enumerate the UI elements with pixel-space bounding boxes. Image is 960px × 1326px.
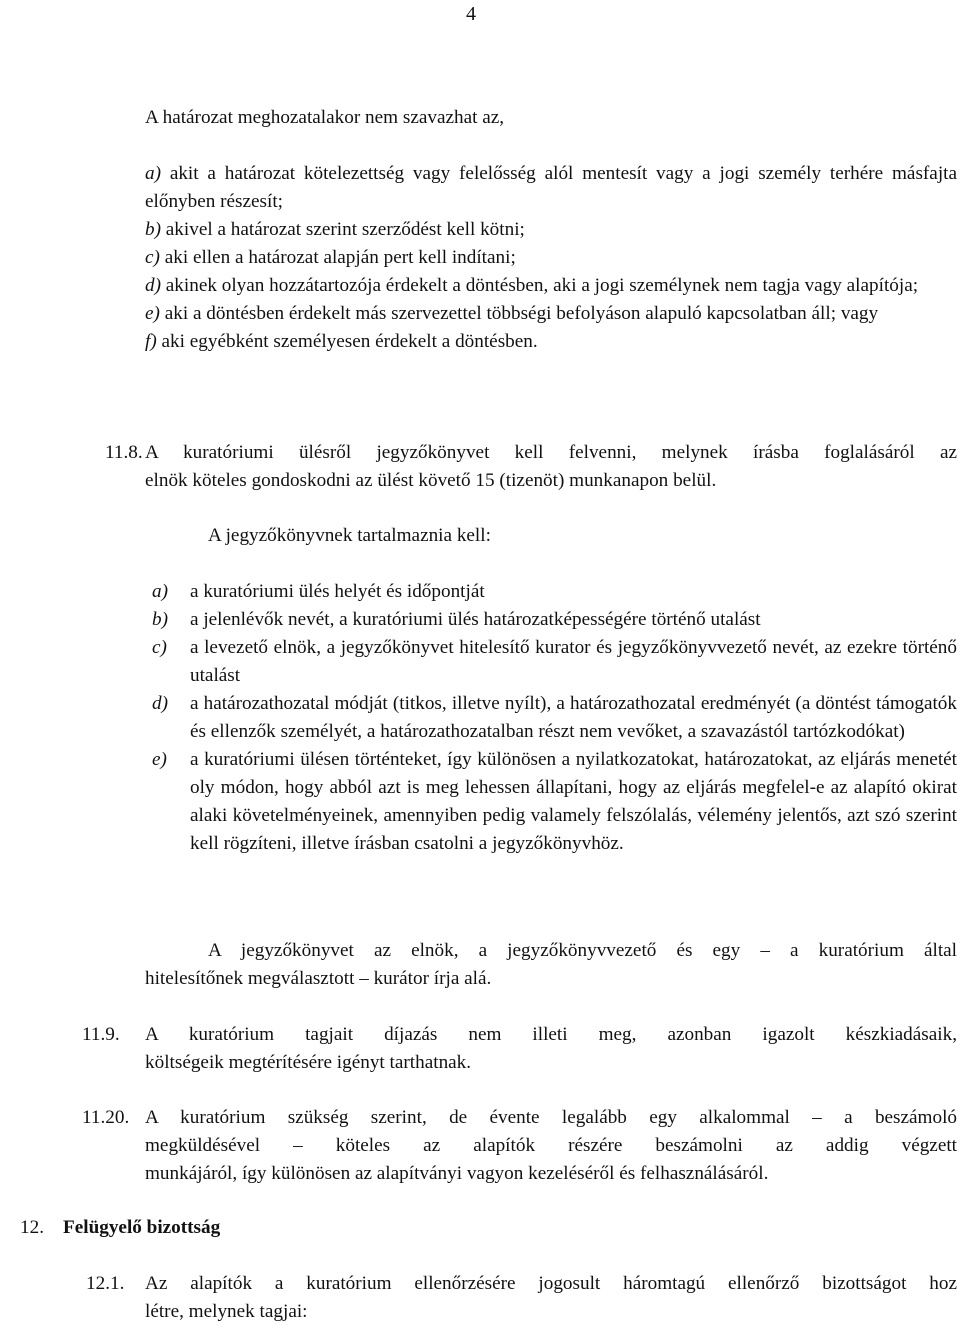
- section-11-9-number: 11.9.: [82, 1024, 120, 1045]
- exclusion-item-c: c) aki ellen a határozat alapján pert kell indítani;: [145, 247, 516, 268]
- section-11-20-line-3: munkájáról, így különösen az alapítványi vagyon kezeléséről és felhasználásáról.: [145, 1163, 769, 1184]
- minutes-item-b: b) a jelenlévők nevét, a kuratóriumi ülés határozatképességére történő utalást: [152, 609, 761, 630]
- section-12-number: 12.: [20, 1217, 44, 1238]
- section-12-title: Felügyelő bizottság: [63, 1217, 221, 1238]
- section-12-1-line-2: létre, melynek tagjai:: [145, 1301, 308, 1322]
- minutes-item-c: c) a levezető elnök, a jegyzőkönyvet hitelesítő kurator és jegyzőkönyvvezető nevét, az ezekre történő utalást: [152, 637, 957, 686]
- section-11-9-line-2: költségeik megtérítésére igényt tarthatnak.: [145, 1052, 472, 1073]
- section-11-8-line-1: A kuratóriumi ülésről jegyzőkönyvet kell felvenni, melynek írásba foglalásáról az: [145, 442, 957, 463]
- exclusion-item-b: b) akivel a határozat szerint szerződést kell kötni;: [145, 219, 525, 240]
- signature-line-2: hitelesítőnek megválasztott – kurátor írja alá.: [145, 968, 492, 989]
- exclusion-item-e: e) aki a döntésben érdekelt más szervezettel többségi befolyáson alapuló kapcsolatban áll; vagy: [145, 303, 879, 324]
- exclusion-item-f: f) aki egyébként személyesen érdekelt a döntésben.: [145, 331, 538, 352]
- section-12-1-line-1: Az alapítók a kuratórium ellenőrzésére jogosult háromtagú ellenőrző bizottságot hoz: [145, 1273, 957, 1294]
- minutes-item-a: a) a kuratóriumi ülés helyét és időpontját: [152, 581, 485, 602]
- minutes-intro: A jegyzőkönyvnek tartalmaznia kell:: [208, 525, 491, 546]
- intro-text: A határozat meghozatalakor nem szavazhat az,: [145, 107, 505, 128]
- section-11-20-line-1: A kuratórium szükség szerint, de évente legalább egy alkalommal – a beszámoló: [145, 1107, 957, 1128]
- minutes-item-d: d) a határozathozatal módját (titkos, illetve nyílt), a határozathozatal eredményét (a döntést támogatók és ellenzők személyét, a határozathozatalban részt nem vevőket, a szavazástól tartózkodókat): [152, 693, 957, 742]
- section-11-8-number: 11.8.: [105, 442, 143, 463]
- exclusion-item-a: a) akit a határozat kötelezettség vagy felelősség alól mentesít vagy a jogi személy terhére másfajta előnyben részesít;: [145, 163, 957, 212]
- section-11-20-number: 11.20.: [82, 1107, 130, 1128]
- exclusion-list: [145, 160, 957, 356]
- section-11-8-line-2: elnök köteles gondoskodni az ülést követő 15 (tizenöt) munkanapon belül.: [145, 470, 717, 491]
- page-number: 4: [466, 3, 476, 25]
- section-11-9-line-1: A kuratórium tagjait díjazás nem illeti meg, azonban igazolt készkiadásaik,: [145, 1024, 957, 1045]
- signature-line-1: A jegyzőkönyvet az elnök, a jegyzőkönyvvezető és egy – a kuratórium által: [208, 940, 957, 961]
- section-11-20-line-2: megküldésével – köteles az alapítók részére beszámolni az addig végzett: [145, 1135, 957, 1156]
- minutes-item-e: e) a kuratóriumi ülésen történteket, így különösen a nyilatkozatokat, határozatokat, az eljárás menetét oly módon, hogy abból azt is meg lehessen állapítani, hogy az eljárás megfelel-e az alapító okirat alaki követelményeinek, amennyiben pedig valamely felszólalás, vélemény jelentős, azt szó szerint kell rögzíteni, illetve írásban csatolni a jegyzőkönyvhöz.: [152, 749, 957, 854]
- section-12-1-number: 12.1.: [86, 1273, 125, 1294]
- minutes-list: [152, 578, 957, 858]
- exclusion-item-d: d) akinek olyan hozzátartozója érdekelt a döntésben, aki a jogi személynek nem tagja vagy alapítója;: [145, 275, 919, 296]
